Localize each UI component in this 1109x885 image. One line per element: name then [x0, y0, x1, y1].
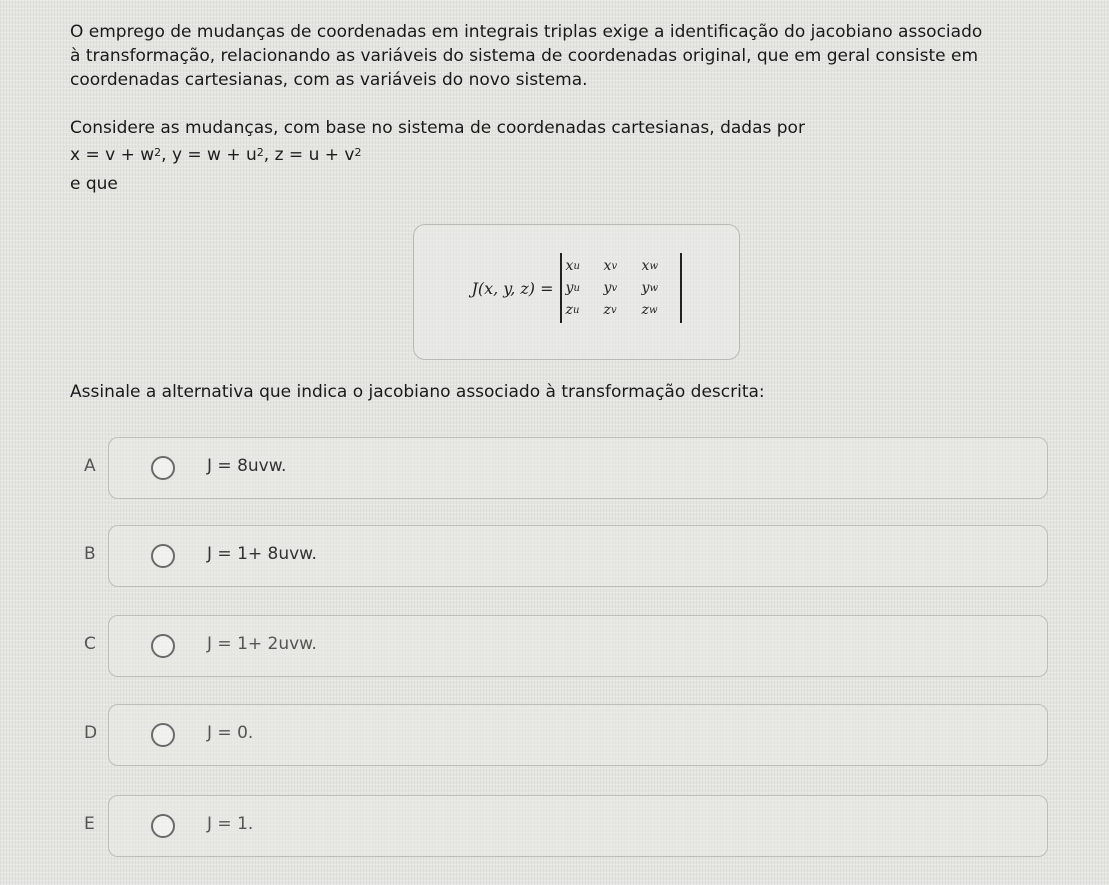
jacobian-lhs: J(x, y, z) =	[471, 278, 554, 298]
option-card[interactable]	[108, 704, 1048, 766]
option-letter: D	[84, 723, 98, 743]
matrix-entry: y u	[565, 280, 580, 296]
matrix-entry: y w	[641, 280, 659, 296]
consider-text: Considere as mudanças, com base no sistema de coordenadas cartesianas, dadas por	[70, 118, 805, 138]
option-letter: C	[84, 634, 96, 654]
question-prompt: Assinale a alternativa que indica o jacobiano associado à transformação descrita:	[70, 382, 765, 402]
equation-z: , z = u + v	[263, 145, 355, 165]
option-letter: A	[84, 456, 96, 476]
transformation-equations	[70, 143, 361, 167]
jacobian-formula	[414, 253, 739, 323]
option-a[interactable]	[80, 433, 1060, 511]
matrix-entry: x v	[603, 258, 618, 274]
option-d[interactable]	[80, 700, 1060, 778]
equation-y: , y = w + u	[161, 145, 257, 165]
radio-button[interactable]	[151, 544, 175, 568]
option-text[interactable]: J = 1+ 8uvw.	[207, 544, 317, 564]
matrix-entry: x u	[565, 258, 580, 274]
option-b[interactable]	[80, 521, 1060, 599]
option-text[interactable]: J = 0.	[207, 723, 254, 743]
matrix-entry: x w	[641, 258, 659, 274]
matrix-entry: z u	[565, 302, 580, 318]
jacobian-determinant	[560, 253, 682, 323]
jacobian-formula-box	[413, 224, 740, 360]
option-card[interactable]	[108, 525, 1048, 587]
matrix-entry: z w	[641, 302, 658, 318]
intro-line: à transformação, relacionando as variáveis do sistema de coordenadas original, que em geral consiste em	[70, 46, 979, 66]
radio-button[interactable]	[151, 723, 175, 747]
option-letter: E	[84, 814, 95, 834]
equation-x: x = v + w	[70, 145, 155, 165]
exponent: 2	[354, 146, 362, 159]
exponent: 2	[154, 146, 162, 159]
intro-line: O emprego de mudanças de coordenadas em integrais triplas exige a identificação do jacobiano associado	[70, 22, 983, 42]
matrix-entry: z v	[603, 302, 617, 318]
radio-button[interactable]	[151, 814, 175, 838]
option-letter: B	[84, 544, 96, 564]
option-e[interactable]	[80, 791, 1060, 869]
e-que-text: e que	[70, 174, 118, 194]
option-c[interactable]	[80, 611, 1060, 689]
option-text[interactable]: J = 8uvw.	[207, 456, 287, 476]
radio-button[interactable]	[151, 456, 175, 480]
option-card[interactable]	[108, 615, 1048, 677]
option-card[interactable]	[108, 795, 1048, 857]
option-text[interactable]: J = 1+ 2uvw.	[207, 634, 317, 654]
option-text[interactable]: J = 1.	[207, 814, 254, 834]
question-intro	[70, 20, 982, 92]
option-card[interactable]	[108, 437, 1048, 499]
exponent: 2	[256, 146, 264, 159]
radio-button[interactable]	[151, 634, 175, 658]
intro-line: coordenadas cartesianas, com as variáveis do novo sistema.	[70, 70, 588, 90]
matrix-entry: y v	[603, 280, 618, 296]
